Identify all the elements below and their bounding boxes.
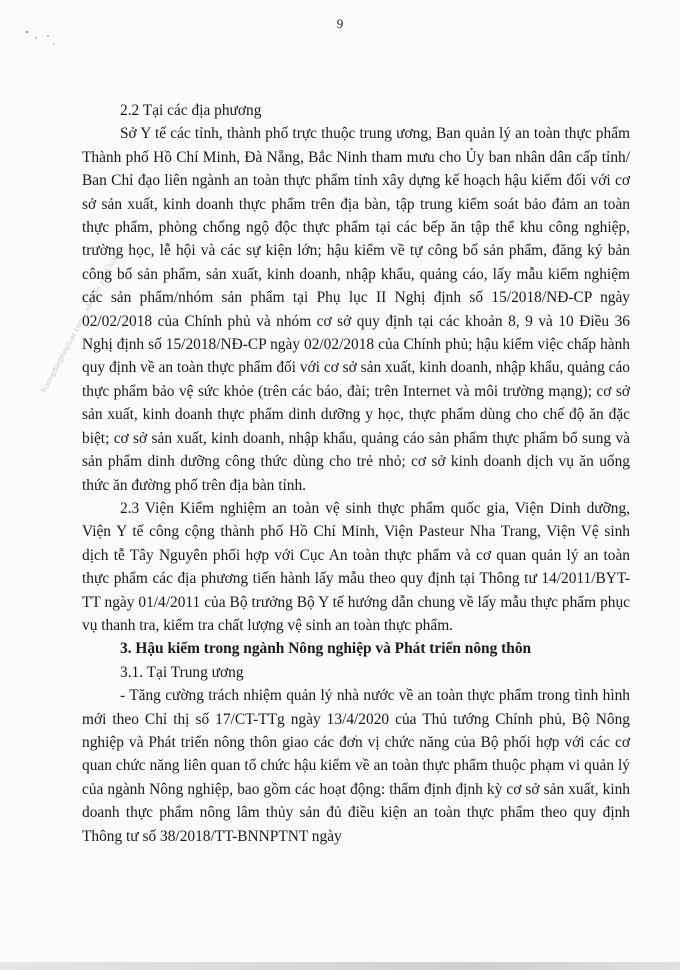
paragraph-local-authorities: Sở Y tế các tỉnh, thành phố trực thuộc trung ương, Ban quản lý an toàn thực phẩm Thành phố Hồ Chí Minh, Đà Nẵng, Bắc Ninh tham mưu cho Ủy ban nhân dân cấp tỉnh/ Ban Chỉ đạo liên ngành an toàn thực phẩm tỉnh xây dựng kế hoạch hậu kiểm đối với cơ sở sản xuất, kinh doanh thực phẩm trên địa bàn, tập trung kiểm soát bảo đảm an toàn thực phẩm, phòng chống ngộ độc thực phẩm tại các bếp ăn tập thể khu công nghiệp, trường học, lễ hội và các sự kiện lớn; hậu kiểm về tự công bố sản phẩm, đăng ký bản công bố sản phẩm, sản xuất, kinh doanh, nhập khẩu, quảng cáo, lấy mẫu kiểm nghiệm các sản phẩm/nhóm sản phẩm tại Phụ lục II Nghị định số 15/2018/NĐ-CP ngày 02/02/2018 của Chính phủ và nhóm cơ sở quy định tại các khoản 8, 9 và 10 Điều 36 Nghị định số 15/2018/NĐ-CP ngày 02/02/2018 của Chính phủ; hậu kiểm việc chấp hành quy định về an toàn thực phẩm đối với cơ sở sản xuất, kinh doanh, nhập khẩu, quảng cáo thực phẩm bảo vệ sức khỏe (trên các báo, đài; trên Internet và môi trường mạng); cơ sở sản xuất, kinh doanh thực phẩm dinh dưỡng y học, thực phẩm dùng cho chế độ ăn đặc biệt; cơ sở sản xuất, kinh doanh, nhập khẩu, quảng cáo sản phẩm thực phẩm bổ sung và sản phẩm dinh dưỡng công thức dùng cho trẻ nhỏ; cơ sở kinh doanh dịch vụ ăn uống thức ăn đường phố trên địa bàn tỉnh.	[82, 125, 630, 494]
document-body	[82, 99, 630, 848]
paragraph-central-agriculture: - Tăng cường trách nhiệm quản lý nhà nước về an toàn thực phẩm trong tình hình mới theo Chỉ thị số 17/CT-TTg ngày 13/4/2020 của Thủ tướng Chính phủ, Bộ Nông nghiệp và Phát triển nông thôn giao các đơn vị chức năng của Bộ phối hợp với các cơ quan chức năng liên quan tổ chức hậu kiểm về an toàn thực phẩm thuộc phạm vi quản lý của ngành Nông nghiệp, bao gồm các hoạt động: thẩm định định kỳ cơ sở sản xuất, kinh doanh thực phẩm nông lâm thủy sản đủ điều kiện an toàn thực phẩm theo quy định Thông tư số 38/2018/TT-BNNPTNT ngày	[82, 687, 630, 845]
page-number: 9	[336, 16, 344, 31]
section-heading-3: 3. Hậu kiểm trong ngành Nông nghiệp và Phát triển nông thôn	[120, 640, 532, 658]
paragraph-2-3-institutes: 2.3 Viện Kiểm nghiệm an toàn vệ sinh thực phẩm quốc gia, Viện Dinh dưỡng, Viện Y tế công cộng thành phố Hồ Chí Minh, Viện Pasteur Nha Trang, Viện Vệ sinh dịch tễ Tây Nguyên phối hợp với Cục An toàn thực phẩm và cơ quan quản lý an toàn thực phẩm các địa phương tiến hành lấy mẫu theo quy định tại Thông tư 14/2011/BYT-TT ngày 01/4/2011 của Bộ trưởng Bộ Y tế hướng dẫn chung về lấy mẫu thực phẩm phục vụ thanh tra, kiểm tra chất lượng vệ sinh an toàn thực phẩm.	[82, 499, 630, 634]
document-watermark: huongdanphapluat.com – văn bản pháp luật	[40, 253, 120, 394]
scan-bottom-edge	[0, 962, 680, 970]
section-heading-2-2: 2.2 Tại các địa phương	[120, 102, 262, 119]
section-heading-3-1: 3.1. Tại Trung ương	[120, 663, 244, 681]
